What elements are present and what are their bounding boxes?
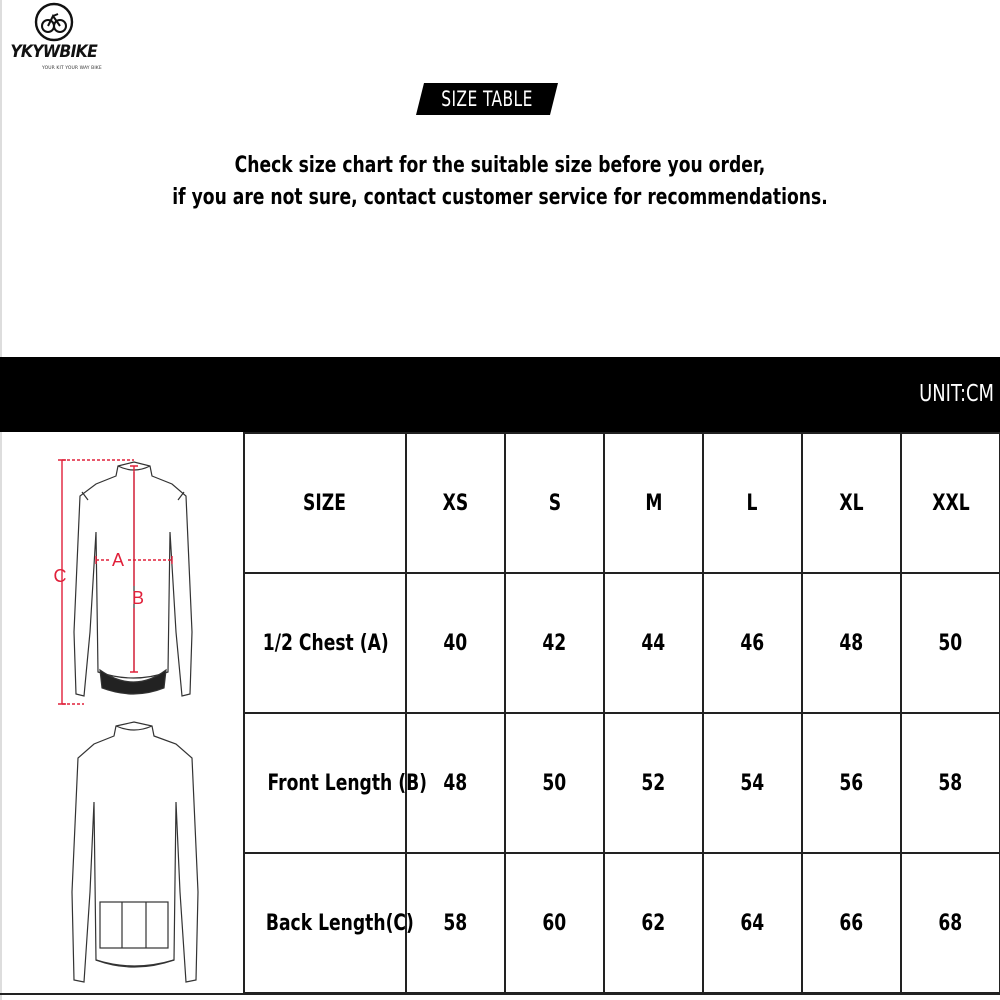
table-cell: 46 bbox=[703, 573, 802, 713]
table-cell: 48 bbox=[802, 573, 901, 713]
table-cell: 42 bbox=[505, 573, 604, 713]
table-cell: 68 bbox=[901, 853, 1000, 993]
brand-tagline: YOUR KIT YOUR WAY BIKE bbox=[42, 66, 102, 71]
header-cell: XXL bbox=[901, 433, 1000, 573]
table-cell: 52 bbox=[604, 713, 703, 853]
table-cell: 54 bbox=[703, 713, 802, 853]
size-instructions bbox=[0, 150, 1000, 214]
header-cell: L bbox=[703, 433, 802, 573]
page-title-label: SIZE TABLE bbox=[441, 87, 533, 111]
measure-label-c: C bbox=[53, 566, 67, 586]
measure-label-b: B bbox=[131, 588, 145, 608]
size-table bbox=[243, 432, 1000, 994]
page-title bbox=[416, 83, 558, 115]
table-cell: 44 bbox=[604, 573, 703, 713]
table-cell: 62 bbox=[604, 853, 703, 993]
table-cell: 50 bbox=[505, 713, 604, 853]
measure-label-a: A bbox=[111, 550, 125, 570]
header-cell: M bbox=[604, 433, 703, 573]
header-cell: S bbox=[505, 433, 604, 573]
row-label-cell: Front Length (B) bbox=[244, 713, 406, 853]
table-row bbox=[244, 573, 1000, 713]
table-row bbox=[244, 853, 1000, 993]
table-cell: 48 bbox=[406, 713, 505, 853]
table-cell: 58 bbox=[901, 713, 1000, 853]
brand-name: YKYWBIKE bbox=[10, 42, 98, 62]
table-cell: 56 bbox=[802, 713, 901, 853]
row-label-cell: Back Length(C) bbox=[244, 853, 406, 993]
header-cell: SIZE bbox=[244, 433, 406, 573]
table-header-row bbox=[244, 433, 1000, 573]
table-row bbox=[244, 713, 1000, 853]
brand-logo bbox=[4, 2, 112, 78]
table-cell: 50 bbox=[901, 573, 1000, 713]
table-cell: 40 bbox=[406, 573, 505, 713]
bike-logo-icon bbox=[34, 2, 74, 42]
jersey-diagram bbox=[0, 432, 243, 994]
jersey-back-illustration bbox=[72, 722, 198, 982]
table-cell: 58 bbox=[406, 853, 505, 993]
header-cell: XS bbox=[406, 433, 505, 573]
table-cell: 60 bbox=[505, 853, 604, 993]
instructions-line-2: if you are not sure, contact customer service for recommendations. bbox=[172, 185, 828, 210]
table-cell: 66 bbox=[802, 853, 901, 993]
table-cell: 64 bbox=[703, 853, 802, 993]
unit-label: UNIT:CM bbox=[919, 381, 994, 407]
header-cell: XL bbox=[802, 433, 901, 573]
bottom-rule bbox=[0, 993, 1000, 995]
instructions-line-1: Check size chart for the suitable size before you order, bbox=[234, 153, 766, 178]
row-label-cell: 1/2 Chest (A) bbox=[244, 573, 406, 713]
table-header-band bbox=[0, 357, 1000, 432]
jersey-front-illustration bbox=[74, 462, 192, 696]
